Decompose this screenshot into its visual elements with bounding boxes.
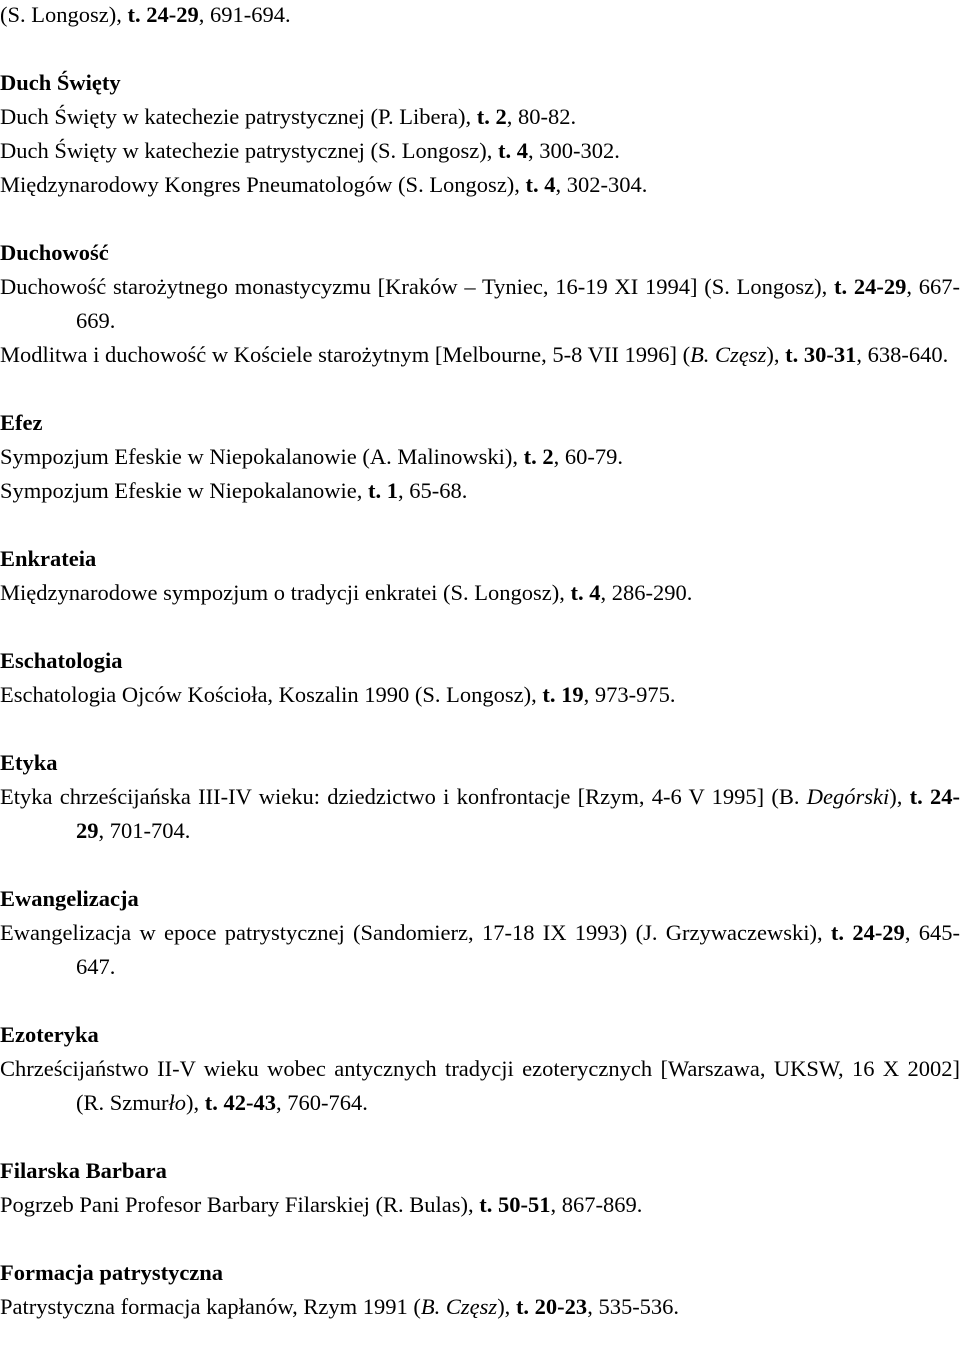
index-entry	[0, 338, 960, 372]
page-range: , 286-290.	[600, 580, 693, 605]
index-entry	[0, 134, 960, 168]
index-entry	[0, 1290, 960, 1324]
index-section	[0, 1154, 960, 1222]
index-section	[0, 882, 960, 984]
volume-number: t. 2	[523, 444, 554, 469]
page-range: , 302-304.	[555, 172, 648, 197]
volume-number: t. 1	[368, 478, 399, 503]
section-heading: Efez	[0, 410, 43, 435]
entry-text-tail: ),	[766, 342, 786, 367]
index-section	[0, 1018, 960, 1120]
section-heading: Ewangelizacja	[0, 886, 139, 911]
index-section	[0, 406, 960, 508]
index-entry	[0, 100, 960, 134]
section-heading: Etyka	[0, 750, 58, 775]
section-heading: Duchowość	[0, 240, 109, 265]
index-section	[0, 542, 960, 610]
volume-number: t. 24-29	[127, 2, 199, 27]
entry-text: Duch Święty w katechezie patrystycznej (P. Libera),	[0, 104, 477, 129]
entry-text: Etyka chrześcijańska III-IV wieku: dziedzictwo i konfrontacje [Rzym, 4-6 V 1995] (B.	[0, 784, 807, 809]
section-heading: Eschatologia	[0, 648, 123, 673]
author-name: B. Częsz	[690, 342, 767, 367]
entry-text-tail: ),	[186, 1090, 205, 1115]
index-entry	[0, 474, 960, 508]
entry-text-tail: ),	[889, 784, 910, 809]
page-range: , 65-68.	[398, 478, 468, 503]
volume-number: t. 19	[542, 682, 584, 707]
index-entry	[0, 1052, 960, 1120]
author-name: B. Częsz	[420, 1294, 498, 1319]
section-heading: Duch Święty	[0, 70, 121, 95]
index-section	[0, 644, 960, 712]
volume-number: t. 50-51	[479, 1192, 551, 1217]
index-entry	[0, 678, 960, 712]
entry-text: Sympozjum Efeskie w Niepokalanowie,	[0, 478, 369, 503]
index-section	[0, 66, 960, 202]
author-name: ło	[168, 1090, 187, 1115]
volume-number: t. 24-29	[76, 784, 960, 843]
page-range: , 701-704.	[98, 818, 191, 843]
page-range: , 691-694.	[198, 2, 291, 27]
section-heading: Enkrateia	[0, 546, 97, 571]
index-entry	[0, 440, 960, 474]
page-range: , 60-79.	[553, 444, 624, 469]
author-name: Degórski	[806, 784, 890, 809]
index-entry	[0, 576, 960, 610]
volume-number: t. 2	[476, 104, 507, 129]
page-range: , 973-975.	[583, 682, 676, 707]
page-range: , 867-869.	[550, 1192, 643, 1217]
volume-number: t. 4	[570, 580, 601, 605]
volume-number: t. 4	[525, 172, 556, 197]
continuation-entry	[0, 0, 960, 32]
index-entry	[0, 916, 960, 984]
page-range: , 645-647.	[76, 920, 960, 979]
volume-number: t. 4	[497, 138, 528, 163]
index-entry	[0, 1188, 960, 1222]
volume-number: t. 20-23	[515, 1294, 588, 1319]
entry-text: Ewangelizacja w epoce patrystycznej (Sandomierz, 17-18 IX 1993) (J. Grzywaczewski),	[0, 920, 831, 945]
volume-number: t. 24-29	[830, 920, 905, 945]
index-entry	[0, 168, 960, 202]
index-section	[0, 1256, 960, 1324]
entry-text: Międzynarodowe sympozjum o tradycji enkratei (S. Longosz),	[0, 580, 571, 605]
section-heading: Filarska Barbara	[0, 1158, 167, 1183]
index-section	[0, 746, 960, 848]
page-range: , 638-640.	[856, 342, 949, 367]
entry-text: Chrześcijaństwo II-V wieku wobec antycznych tradycji ezoterycznych [Warszawa, UKSW, 16 X 2002] (R. Szmur	[0, 1056, 960, 1115]
page-range: , 300-302.	[527, 138, 620, 163]
entry-text: Pogrzeb Pani Profesor Barbary Filarskiej (R. Bulas),	[0, 1192, 480, 1217]
entry-text: Patrystyczna formacja kapłanów, Rzym 1991 (	[0, 1294, 421, 1319]
index-entry	[0, 270, 960, 338]
index-section	[0, 236, 960, 372]
index-entry	[0, 780, 960, 848]
entry-text: Eschatologia Ojców Kościoła, Koszalin 1990 (S. Longosz),	[0, 682, 543, 707]
entry-text: Modlitwa i duchowość w Kościele starożytnym [Melbourne, 5-8 VII 1996] (	[0, 342, 691, 367]
volume-number: t. 30-31	[785, 342, 857, 367]
page-range: , 667-669.	[76, 274, 960, 333]
section-heading: Formacja patrystyczna	[0, 1260, 224, 1285]
entry-text: Duch Święty w katechezie patrystycznej (S. Longosz),	[0, 138, 498, 163]
page-range: , 535-536.	[587, 1294, 680, 1319]
entry-text: (S. Longosz),	[0, 2, 128, 27]
entry-text: Międzynarodowy Kongres Pneumatologów (S. Longosz),	[0, 172, 526, 197]
volume-number: t. 24-29	[833, 274, 907, 299]
entry-text-tail: ),	[497, 1294, 516, 1319]
page-range: , 80-82.	[506, 104, 577, 129]
entry-text: Sympozjum Efeskie w Niepokalanowie (A. Malinowski),	[0, 444, 524, 469]
page-range: , 760-764.	[276, 1090, 368, 1115]
entry-text: Duchowość starożytnego monastycyzmu [Kraków – Tyniec, 16-19 XI 1994] (S. Longosz),	[0, 274, 834, 299]
volume-number: t. 42-43	[204, 1090, 277, 1115]
section-heading: Ezoteryka	[0, 1022, 99, 1047]
index-sections	[0, 66, 960, 1324]
